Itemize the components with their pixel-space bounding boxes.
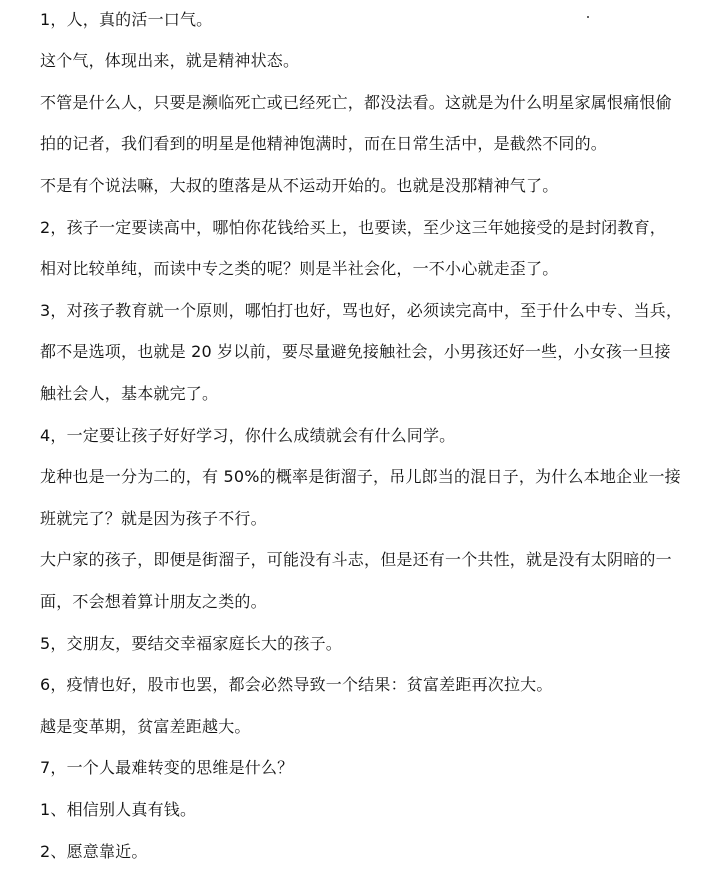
line-18: 越是变革期，贫富差距越大。 bbox=[40, 717, 251, 736]
line-3: 不管是什么人，只要是濒临死亡或已经死亡，都没法看。这就是为什么明星家属恨痛恨偷 bbox=[40, 93, 672, 112]
line-8: 3，对孩子教育就一个原则，哪怕打也好，骂也好，必须读完高中，至于什么中专、当兵， bbox=[40, 301, 683, 320]
line-15: 面，不会想着算计朋友之类的。 bbox=[40, 592, 267, 611]
line-7: 相对比较单纯，而读中专之类的呢？则是半社会化，一不小心就走歪了。 bbox=[40, 259, 559, 278]
line-10: 触社会人，基本就完了。 bbox=[40, 384, 219, 403]
line-13: 班就完了？就是因为孩子不行。 bbox=[40, 509, 267, 528]
line-11: 4，一定要让孩子好好学习，你什么成绩就会有什么同学。 bbox=[40, 426, 456, 445]
line-19: 7，一个人最难转变的思维是什么？ bbox=[40, 758, 294, 777]
line-5: 不是有个说法嘛，大叔的堕落是从不运动开始的。也就是没那精神气了。 bbox=[40, 176, 559, 195]
line-14: 大户家的孩子，即便是街溜子，可能没有斗志，但是还有一个共性，就是没有太阴暗的一 bbox=[40, 550, 672, 569]
speck-dot bbox=[587, 16, 589, 18]
line-4: 拍的记者，我们看到的明星是他精神饱满时，而在日常生活中，是截然不同的。 bbox=[40, 134, 608, 153]
line-16: 5，交朋友，要结交幸福家庭长大的孩子。 bbox=[40, 634, 342, 653]
line-17: 6，疫情也好，股市也罢，都会必然导致一个结果：贫富差距再次拉大。 bbox=[40, 675, 553, 694]
line-21: 2、愿意靠近。 bbox=[40, 842, 148, 861]
line-20: 1、相信别人真有钱。 bbox=[40, 800, 197, 819]
line-2: 这个气，体现出来，就是精神状态。 bbox=[40, 51, 300, 70]
line-6: 2，孩子一定要读高中，哪怕你花钱给买上，也要读，至少这三年她接受的是封闭教育， bbox=[40, 218, 666, 237]
line-12: 龙种也是一分为二的，有 50%的概率是街溜子，吊儿郎当的混日子，为什么本地企业一接 bbox=[40, 467, 681, 486]
line-9: 都不是选项，也就是 20 岁以前，要尽量避免接触社会，小男孩还好一些，小女孩一旦接 bbox=[40, 342, 671, 361]
line-1: 1，人，真的活一口气。 bbox=[40, 10, 213, 29]
